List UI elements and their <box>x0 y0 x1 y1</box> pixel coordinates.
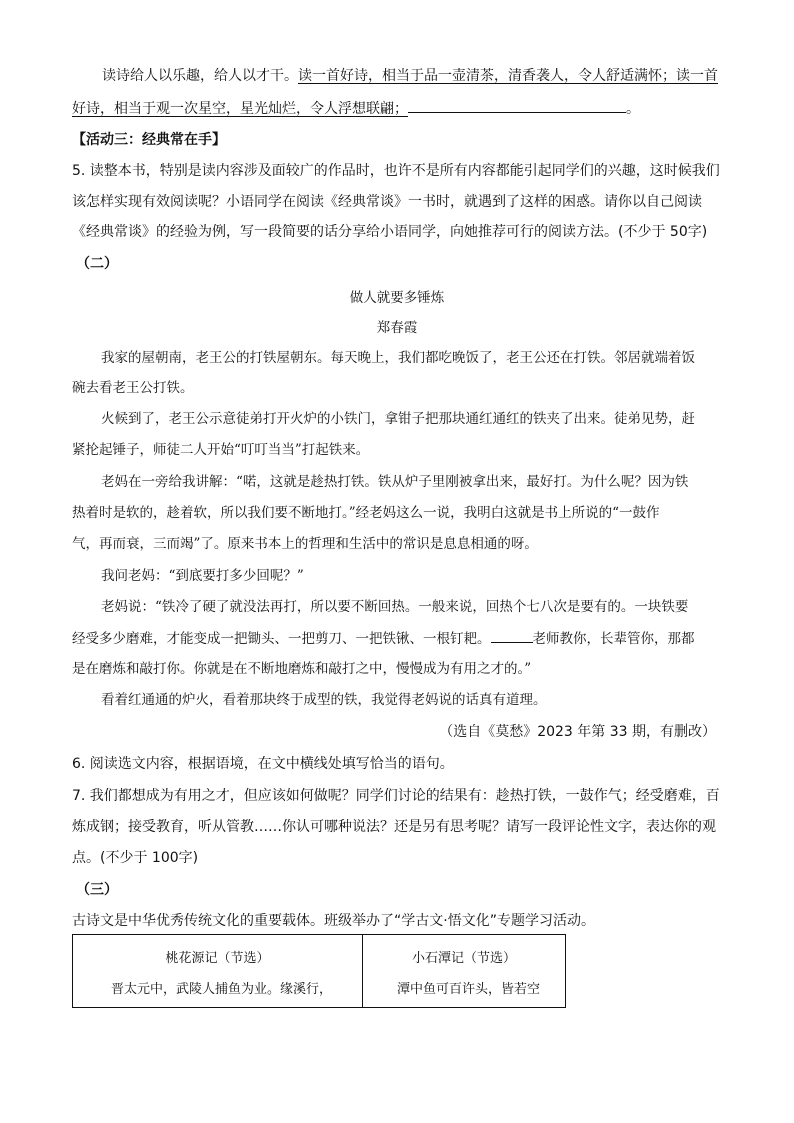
answer-blank[interactable] <box>408 98 626 113</box>
para2-line-1: 火候到了，老王公示意徒弟打开火炉的小铁门，拿钳子把那块通红通红的铁夹了出来。徒弟见势，赶 <box>101 411 695 427</box>
classical-texts-table <box>72 934 566 1008</box>
right-text-cell <box>363 935 566 1008</box>
para1-line-2: 碗去看老王公打铁。 <box>72 380 194 396</box>
left-text-body: 晋太元中，武陵人捕鱼为业。缘溪行， <box>111 982 333 997</box>
left-text-cell <box>73 935 363 1008</box>
right-text-title: 小石潭记（节选） <box>411 951 516 966</box>
intro-line-2 <box>72 98 640 119</box>
para3-line-2: 热着时是软的，趁着软，所以我们要不断地打。”经老妈这么一说，我明白这就是书上所说的“一鼓作 <box>72 505 660 521</box>
intro-underlined-text: 读一首好诗，相当于品一壶清茶，清香袭人，令人舒适满怀；读一首 <box>298 68 718 84</box>
para6: 看着红通通的炉火，看着那块终于成型的铁，我觉得老妈说的话真有道理。 <box>101 692 547 708</box>
section3-intro: 古诗文是中华优秀传统文化的重要载体。班级举办了“学古文·悟文化”专题学习活动。 <box>72 913 595 929</box>
para5-text-a: 经受多少磨难，才能变成一把锄头、一把剪刀、一把铁锹、一根钉耙。 <box>72 631 491 647</box>
para3-line-1: 老妈在一旁给我讲解：“喏，这就是趁热打铁。铁从炉子里刚被拿出来，最好打。为什么呢？因为铁 <box>101 474 689 490</box>
q5-line-1: 5. 读整本书，特别是读内容涉及面较广的作品时，也许不是所有内容都能引起同学们的兴趣，这时候我们 <box>72 163 720 179</box>
section3-label: （三） <box>76 882 118 898</box>
q5-line-2: 该怎样实现有效阅读呢？小语同学在阅读《经典常谈》一书时，就遇到了这样的困惑。请你以自己阅读 <box>72 194 702 210</box>
q7-line-1: 7. 我们都想成为有用之才，但应该如何做呢？同学们讨论的结果有：趁热打铁，一鼓作气；经受磨难，百 <box>72 788 720 804</box>
para1-line-1: 我家的屋朝南，老王公的打铁屋朝东。每天晚上，我们都吃晚饭了，老王公还在打铁。邻居就端着饭 <box>101 350 695 366</box>
intro-period: 。 <box>626 101 640 117</box>
intro-underlined-text-2: 好诗，相当于观一次星空，星光灿烂，令人浮想联翩； <box>72 101 408 117</box>
q6-line-1: 6. 阅读选文内容，根据语境，在文中横线处填写恰当的语句。 <box>72 756 454 772</box>
para5-text-b: 老师教你，长辈管你，那都 <box>532 631 695 647</box>
para4: 我问老妈：“到底要打多少回呢？” <box>101 568 304 584</box>
para3-line-3: 气，再而衰，三而竭”了。原来书本上的哲理和生活中的常识是息息相通的呀。 <box>72 536 538 552</box>
section2-label: （二） <box>76 256 118 272</box>
para5-line-2 <box>72 628 695 649</box>
para5-line-3: 是在磨炼和敲打你。你就是在不断地磨炼和敲打之中，慢慢成为有用之才的。” <box>72 661 532 677</box>
q5-line-3: 《经典常谈》的经验为例，写一段简要的话分享给小语同学，向她推荐可行的阅读方法。(不少于 50字) <box>72 224 708 240</box>
left-text-title: 桃花源记（节选） <box>165 951 270 966</box>
para5-line-1: 老妈说：“铁冷了硬了就没法再打，所以要不断回热。一般来说，回热个七八次是要有的。一块铁要 <box>101 599 689 615</box>
q7-line-2: 炼成钢；接受教育，听从管教……你认可哪种说法？还是另有思考呢？请写一段评论性文字，表达你的观 <box>72 819 716 835</box>
para2-line-2: 紧抡起锤子，师徒二人开始“叮叮当当”打起铁来。 <box>72 442 370 458</box>
intro-plain-text: 读诗给人以乐趣，给人以才干。 <box>102 68 298 84</box>
article-author: 郑春霞 <box>376 320 418 336</box>
activity3-heading: 【活动三：经典常在手】 <box>72 132 226 148</box>
right-text-body: 潭中鱼可百许头，皆若空 <box>397 982 541 997</box>
intro-line-1 <box>102 66 718 86</box>
article-title: 做人就要多锤炼 <box>349 290 445 306</box>
q7-line-3: 点。(不少于 100字) <box>72 850 199 866</box>
fill-in-blank[interactable] <box>491 628 533 643</box>
article-source: （选自《莫愁》2023 年第 33 期，有删改） <box>439 724 716 740</box>
